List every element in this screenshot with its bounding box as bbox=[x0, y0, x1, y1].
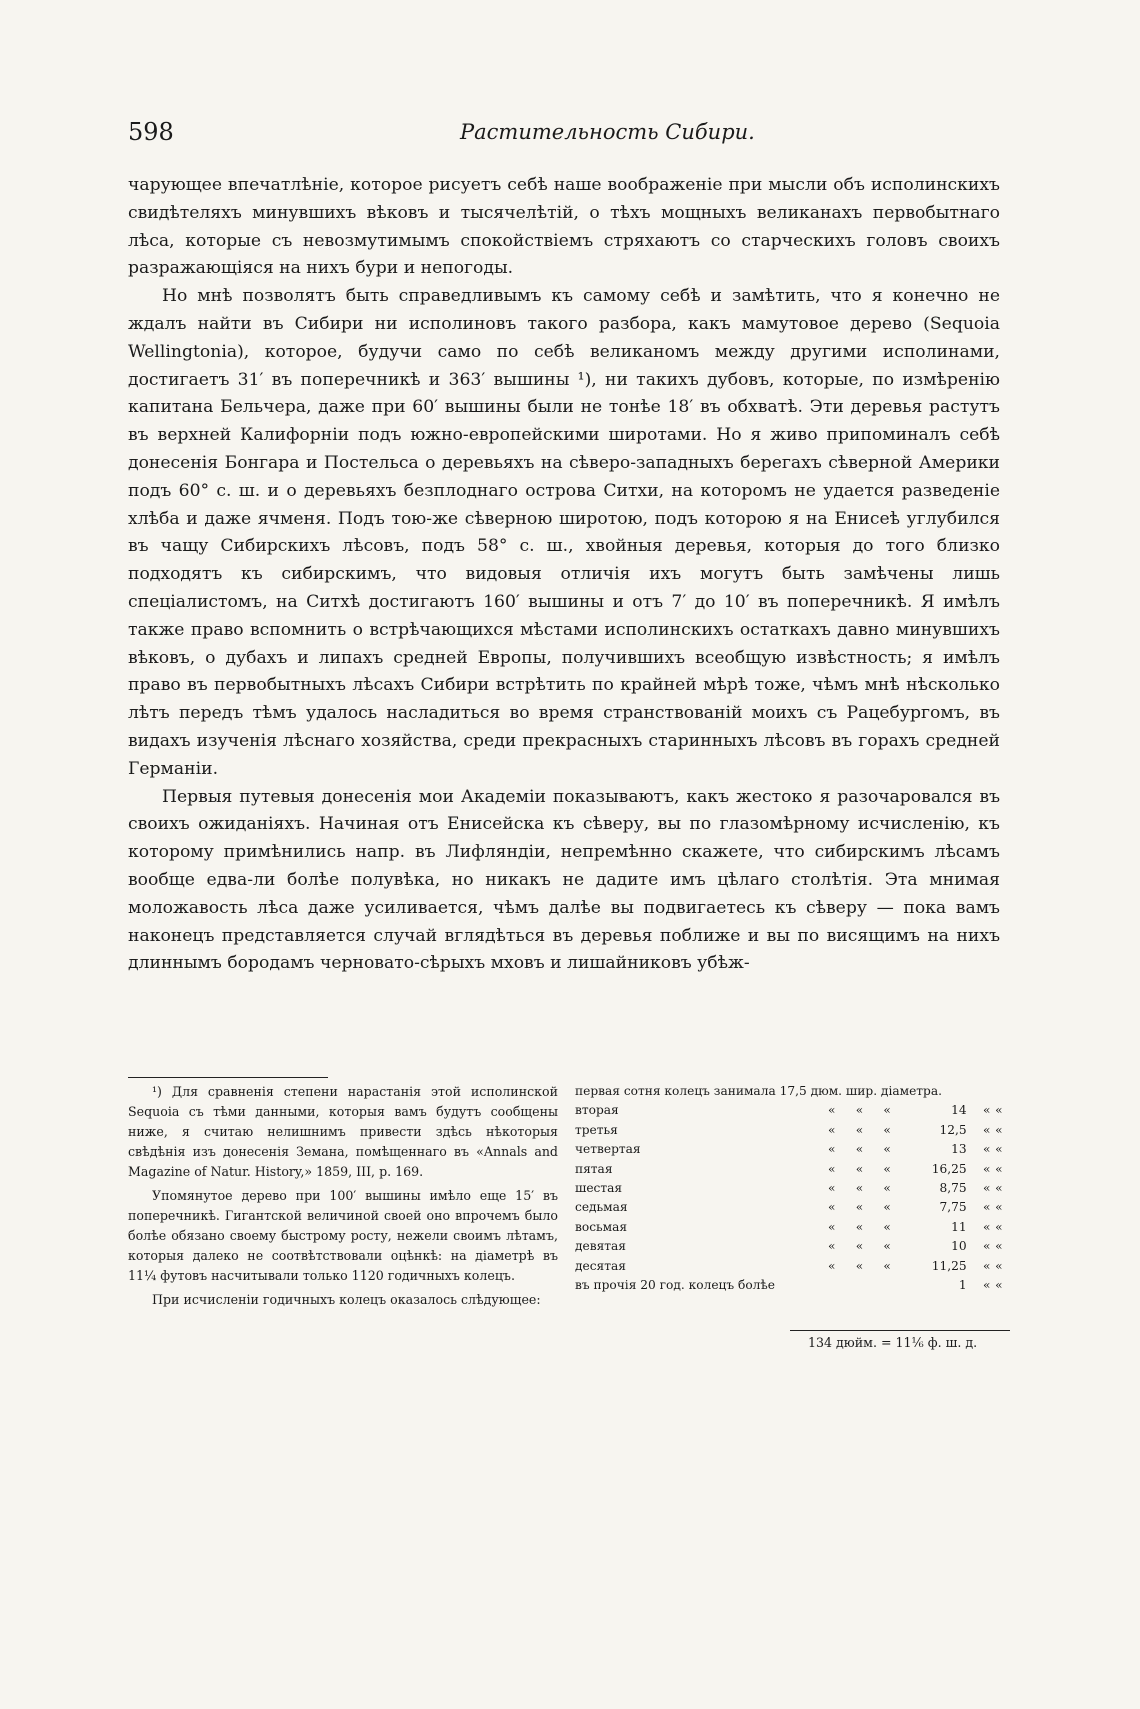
ditto-mark: « bbox=[855, 1219, 864, 1234]
ring-label: восьмая bbox=[575, 1219, 628, 1234]
ditto-mark: « bbox=[883, 1258, 891, 1273]
ring-table bbox=[575, 1082, 1005, 1295]
ditto-mark: « bbox=[883, 1142, 891, 1157]
table-row bbox=[575, 1198, 1005, 1217]
total-rule bbox=[790, 1330, 1010, 1331]
ring-value: 11 bbox=[951, 1219, 967, 1234]
table-row bbox=[575, 1121, 1005, 1140]
ditto-mark: « bbox=[883, 1103, 891, 1118]
ditto-mark: « bbox=[982, 1278, 991, 1293]
ditto-mark: « bbox=[828, 1142, 836, 1157]
ditto-mark: « bbox=[855, 1103, 864, 1118]
ditto-mark: « bbox=[883, 1200, 891, 1215]
ditto-mark: « bbox=[982, 1122, 991, 1137]
table-row bbox=[575, 1276, 1005, 1295]
table-row bbox=[575, 1257, 1005, 1276]
ditto-mark: « bbox=[982, 1239, 991, 1254]
table-row bbox=[575, 1218, 1005, 1237]
main-text bbox=[128, 172, 1000, 978]
ditto-mark: « bbox=[828, 1103, 836, 1118]
ditto-mark: « bbox=[883, 1181, 891, 1196]
ring-label: въ прочія 20 год. колецъ болѣе bbox=[575, 1278, 775, 1293]
ditto-mark: « bbox=[883, 1239, 891, 1254]
ditto-mark: « bbox=[828, 1219, 836, 1234]
table-row bbox=[575, 1237, 1005, 1256]
ditto-mark: « bbox=[855, 1142, 864, 1157]
ditto-mark: « bbox=[855, 1122, 864, 1137]
footnote-para-2: Упомянутое дерево при 100′ вышины имѣло еще 15′ въ поперечникѣ. Гигантской величиной своей оно впрочемъ было болѣе обязано своему быстрому росту, нежели своимъ лѣтамъ, которыя далеко не соотвѣтствовали оцѣнкѣ: на діаметрѣ въ 11¼ футовъ насчитывали только 1120 годичныхъ колецъ. bbox=[128, 1188, 558, 1283]
ditto-mark: « bbox=[995, 1103, 1003, 1118]
ditto-mark: « bbox=[855, 1181, 864, 1196]
ditto-mark: « bbox=[828, 1181, 836, 1196]
table-row bbox=[575, 1179, 1005, 1198]
ditto-mark: « bbox=[982, 1161, 991, 1176]
ditto-mark: « bbox=[995, 1219, 1003, 1234]
ditto-mark: « bbox=[995, 1161, 1003, 1176]
footnote-para-3: При исчисленіи годичныхъ колецъ оказалось слѣдующее: bbox=[152, 1292, 541, 1307]
ditto-mark: « bbox=[982, 1142, 991, 1157]
ring-value: 11,25 bbox=[931, 1258, 967, 1273]
ditto-mark: « bbox=[982, 1219, 991, 1234]
ring-value: 16,25 bbox=[931, 1161, 967, 1176]
ring-label: пятая bbox=[575, 1161, 613, 1176]
running-title: Растительность Сибири. bbox=[460, 120, 755, 144]
paragraph-2: Но мнѣ позволятъ быть справедливымъ къ самому себѣ и замѣтить, что я конечно не ждалъ найти въ Сибири ни исполиновъ такого разбора, какъ мамутовое дерево (Sequoia Wellingtonia), которое, будучи само по себѣ великаномъ между другими исполинами, достигаетъ 31′ въ поперечникѣ и 363′ вышины ¹), ни такихъ дубовъ, которые, по измѣренію капитана Бельчера, даже при 60′ вышины были не тонѣе 18′ въ обхватѣ. Эти деревья растутъ въ верхней Калифорніи подъ южно-европейскими широтами. Но я живо припоминалъ себѣ донесенія Бонгара и Постельса о деревьяхъ на сѣверо-западныхъ берегахъ сѣверной Америки подъ 60° с. ш. и о деревьяхъ безплоднаго острова Ситхи, на которомъ не удается разведеніе хлѣба и даже ячменя. Подъ тою-же сѣверною широтою, подъ которою я на Енисеѣ углубился въ чащу Сибирскихъ лѣсовъ, подъ 58° с. ш., хвойныя деревья, которыя до того близко подходятъ къ сибирскимъ, что видовыя отличія ихъ могутъ быть замѣчены лишь спеціалистомъ, на Ситхѣ достигаютъ 160′ вышины и отъ 7′ до 10′ въ поперечникѣ. Я имѣлъ также право вспомнить о встрѣчающихся мѣстами исполинскихъ остаткахъ давно минувшихъ вѣковъ, о дубахъ и липахъ средней Европы, получившихъ всеобщую извѣстность; я имѣлъ право въ первобытныхъ лѣсахъ Сибири встрѣтить по крайней мѣрѣ тоже, чѣмъ мнѣ нѣсколько лѣтъ передъ тѣмъ удалось насладиться во время странствованій моихъ съ Рацебургомъ, въ видахъ изученія лѣснаго хозяйства, среди прекрасныхъ старинныхъ лѣсовъ въ горахъ средней Германіи. bbox=[128, 286, 1000, 779]
table-row bbox=[575, 1140, 1005, 1159]
ring-value: 12,5 bbox=[939, 1122, 967, 1137]
ditto-mark: « bbox=[855, 1161, 864, 1176]
ring-label: четвертая bbox=[575, 1142, 641, 1157]
ring-value: 7,75 bbox=[939, 1200, 967, 1215]
ring-value: 1 bbox=[958, 1278, 967, 1293]
table-row bbox=[575, 1101, 1005, 1120]
ring-value: 10 bbox=[951, 1239, 967, 1254]
ditto-mark: « bbox=[855, 1258, 864, 1273]
ditto-mark: « bbox=[982, 1258, 991, 1273]
ditto-mark: « bbox=[995, 1278, 1003, 1293]
ring-label: шестая bbox=[575, 1181, 623, 1196]
ring-label: девятая bbox=[575, 1239, 626, 1254]
ditto-mark: « bbox=[828, 1200, 836, 1215]
ditto-mark: « bbox=[883, 1219, 891, 1234]
ring-label: седьмая bbox=[575, 1200, 628, 1215]
ditto-mark: « bbox=[995, 1181, 1003, 1196]
ring-total: 134 дюйм. = 11⅙ ф. ш. д. bbox=[808, 1335, 978, 1350]
ditto-mark: « bbox=[855, 1239, 864, 1254]
footnote-para-1: ¹) Для сравненія степени нарастанія этой исполинской Sequoia съ тѣми данными, которыя вамъ будутъ сообщены ниже, я считаю нелишнимъ привести здѣсь нѣкоторыя свѣдѣнія изъ донесенія Земана, помѣщеннаго въ «Annals and Magazine of Natur. History,» 1859, III, p. 169. bbox=[128, 1084, 558, 1179]
ring-value: 8,75 bbox=[939, 1181, 967, 1196]
ring-label: десятая bbox=[575, 1258, 626, 1273]
ditto-mark: « bbox=[982, 1200, 991, 1215]
ditto-mark: « bbox=[828, 1122, 836, 1137]
ring-value: 14 bbox=[951, 1103, 967, 1118]
ditto-mark: « bbox=[883, 1161, 891, 1176]
ditto-mark: « bbox=[828, 1258, 836, 1273]
ring-value: 13 bbox=[951, 1142, 967, 1157]
ditto-mark: « bbox=[995, 1239, 1003, 1254]
page-number: 598 bbox=[128, 118, 174, 146]
ditto-mark: « bbox=[995, 1122, 1003, 1137]
ditto-mark: « bbox=[828, 1161, 836, 1176]
ditto-mark: « bbox=[995, 1258, 1003, 1273]
footnote bbox=[128, 1082, 558, 1310]
ring-label: третья bbox=[575, 1122, 618, 1137]
ditto-mark: « bbox=[855, 1200, 864, 1215]
ditto-mark: « bbox=[995, 1200, 1003, 1215]
ring-table-body bbox=[575, 1101, 1005, 1295]
ring-table-header: первая сотня колецъ занимала 17,5 дюм. шир. діаметра. bbox=[575, 1084, 942, 1098]
footnote-rule bbox=[128, 1077, 328, 1078]
ditto-mark: « bbox=[995, 1142, 1003, 1157]
ditto-mark: « bbox=[883, 1122, 891, 1137]
ring-label: вторая bbox=[575, 1103, 619, 1118]
table-row bbox=[575, 1160, 1005, 1179]
paragraph-1: чарующее впечатлѣніе, которое рисуетъ себѣ наше воображеніе при мысли объ исполинскихъ свидѣтеляхъ минувшихъ вѣковъ и тысячелѣтій, о тѣхъ мощныхъ великанахъ первобытнаго лѣса, которые съ невозмутимымъ спокойствіемъ стряхаютъ со старческихъ головъ своихъ разражающіяся на нихъ бури и непогоды. bbox=[128, 175, 1000, 279]
paragraph-3: Первыя путевыя донесенія мои Академіи показываютъ, какъ жестоко я разочаровался въ своихъ ожиданіяхъ. Начиная отъ Енисейска къ сѣверу, вы по глазомѣрному исчисленію, къ которому примѣнились напр. въ Лифляндіи, непремѣнно скажете, что сибирскимъ лѣсамъ вообще едва-ли болѣе полувѣка, но никакъ не дадите имъ цѣлаго столѣтія. Эта мнимая моложавость лѣса даже усиливается, чѣмъ далѣе вы подвигаетесь къ сѣверу — пока вамъ наконецъ представляется случай вглядѣться въ деревья поближе и вы по висящимъ на нихъ длиннымъ бородамъ черновато-сѣрыхъ мховъ и лишайниковъ убѣж- bbox=[128, 786, 1000, 974]
ditto-mark: « bbox=[982, 1181, 991, 1196]
ditto-mark: « bbox=[982, 1103, 991, 1118]
ditto-mark: « bbox=[828, 1239, 836, 1254]
